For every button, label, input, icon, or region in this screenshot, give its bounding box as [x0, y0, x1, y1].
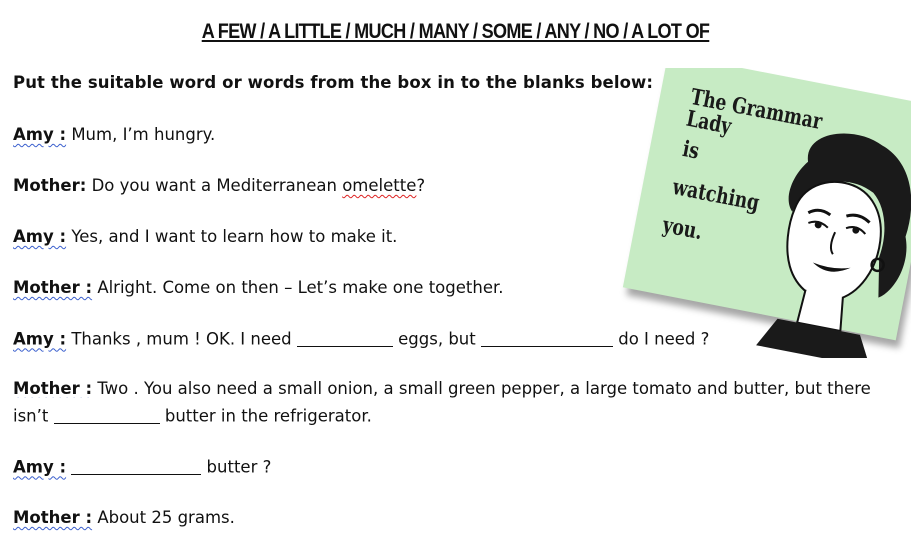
dialogue-line: [13, 227, 397, 246]
answer-blank[interactable]: [71, 457, 201, 475]
card-line: is: [680, 136, 702, 165]
line-text: do I need ?: [612, 329, 710, 349]
worksheet-title: A FEW / A LITTLE / MUCH / MANY / SOME / ANY / NO / A LOT OF: [201, 20, 710, 43]
line-text: isn’t: [13, 406, 54, 426]
dialogue-line-continued: [13, 406, 372, 426]
dialogue-line: [13, 457, 271, 477]
line-text: Yes, and I want to learn how to make it.: [71, 227, 398, 246]
line-text: eggs, but: [392, 329, 481, 349]
card-line: watching: [670, 174, 762, 217]
line-text: Mum, I’m hungry.: [71, 125, 216, 144]
dialogue-line: [13, 379, 911, 398]
misspelled-word: omelette: [342, 176, 417, 195]
speaker: Amy :: [13, 227, 67, 246]
dialogue-line: [13, 278, 504, 297]
line-text: butter in the refrigerator.: [159, 406, 372, 426]
speaker: Mother :: [13, 508, 93, 527]
line-text: Thanks , mum ! OK. I need: [71, 329, 297, 349]
line-text: Two . You also need a small onion, a small green pepper, a large tomato and butter, but there: [97, 379, 871, 398]
card-line: you.: [660, 212, 705, 246]
dialogue-line: [13, 125, 215, 144]
speaker: Mother :: [13, 379, 93, 398]
speaker: Mother :: [13, 278, 93, 297]
answer-blank[interactable]: [297, 329, 393, 347]
line-text: butter ?: [201, 457, 272, 477]
answer-blank[interactable]: [54, 406, 160, 424]
line-text: Do you want a Mediterranean: [91, 176, 343, 195]
dialogue-line: [13, 329, 709, 349]
card-line: The Grammar Lady: [684, 84, 825, 140]
instruction: Put the suitable word or words from the box in to the blanks below:: [13, 73, 654, 92]
speaker: Amy :: [13, 329, 67, 349]
speaker: Amy :: [13, 125, 67, 144]
grammar-lady-card: [613, 68, 911, 358]
line-text: Alright. Come on then – Let’s make one together.: [97, 278, 504, 297]
line-text: About 25 grams.: [97, 508, 235, 527]
woman-illustration: [753, 128, 911, 358]
speaker: Amy :: [13, 457, 67, 477]
speaker: Mother:: [13, 176, 87, 195]
dialogue-line: [13, 508, 235, 527]
answer-blank[interactable]: [481, 329, 613, 347]
dialogue-line: [13, 176, 425, 195]
line-text: ?: [416, 176, 426, 195]
